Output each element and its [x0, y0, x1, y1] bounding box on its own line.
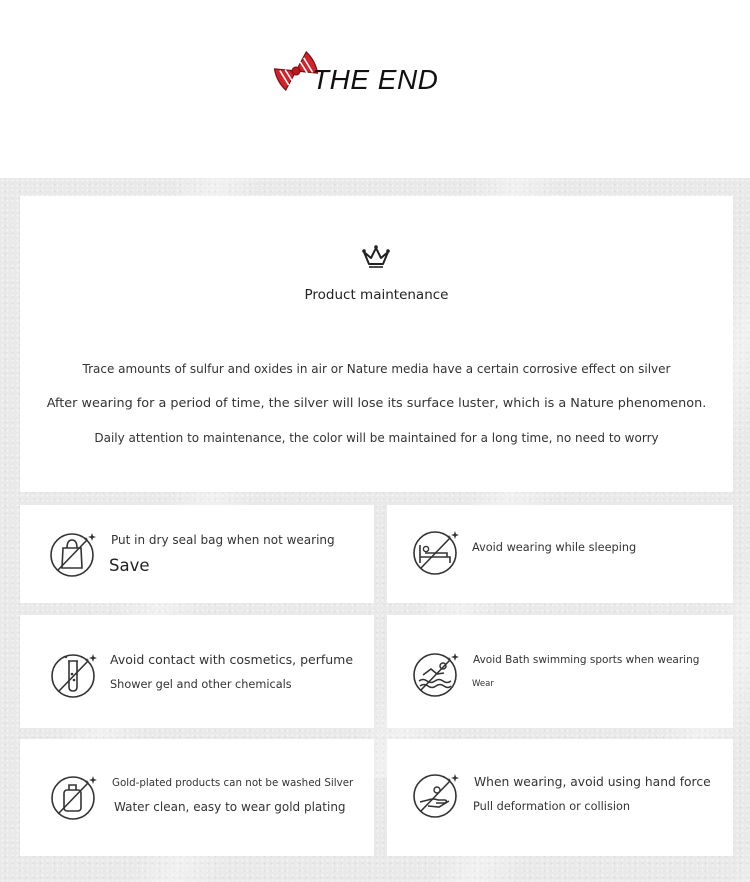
- tip-card-washing: [20, 739, 374, 856]
- no-bag-icon: [48, 529, 98, 579]
- no-sleep-icon: [411, 527, 461, 577]
- tip-line-1: When wearing, avoid using hand force: [474, 775, 711, 789]
- header-section: [0, 0, 750, 178]
- maintenance-card: [20, 196, 733, 492]
- tip-card-dry-bag: [20, 505, 374, 603]
- tip-card-swimming: [387, 615, 733, 728]
- maintenance-paragraph-1: Trace amounts of sulfur and oxides in air or Nature media have a certain corrosive effect on silver: [82, 362, 671, 376]
- maintenance-title: Product maintenance: [304, 287, 449, 303]
- tip-card-hand-force: [387, 739, 733, 856]
- no-force-icon: [411, 770, 461, 820]
- tip-line-1: Gold-plated products can not be washed Silver: [112, 777, 354, 789]
- no-cosmetics-icon: [49, 650, 99, 700]
- tip-line-1: Avoid Bath swimming sports when wearing: [473, 654, 700, 666]
- page-title: THE END: [312, 64, 439, 95]
- tip-card-cosmetics: [20, 615, 374, 728]
- tip-line-1: Avoid wearing while sleeping: [472, 541, 637, 554]
- tip-line-1: Put in dry seal bag when not wearing: [111, 533, 335, 547]
- maintenance-paragraph-3: Daily attention to maintenance, the color will be maintained for a long time, no need to worry: [94, 431, 659, 445]
- no-swimming-icon: [411, 649, 461, 699]
- tip-line-2: Save: [109, 556, 150, 575]
- tip-line-2: Pull deformation or collision: [473, 800, 631, 813]
- tip-card-sleep: [387, 505, 733, 603]
- tip-line-2: Water clean, easy to wear gold plating: [114, 800, 346, 814]
- tip-line-1: Avoid contact with cosmetics, perfume: [110, 652, 354, 667]
- crown-icon: [360, 244, 392, 270]
- tip-line-2: Wear: [472, 679, 494, 689]
- no-washing-icon: [49, 772, 99, 822]
- maintenance-paragraph-2: After wearing for a period of time, the silver will lose its surface luster, which is a Nature phenomenon.: [46, 396, 707, 411]
- tip-line-2: Shower gel and other chemicals: [110, 678, 292, 691]
